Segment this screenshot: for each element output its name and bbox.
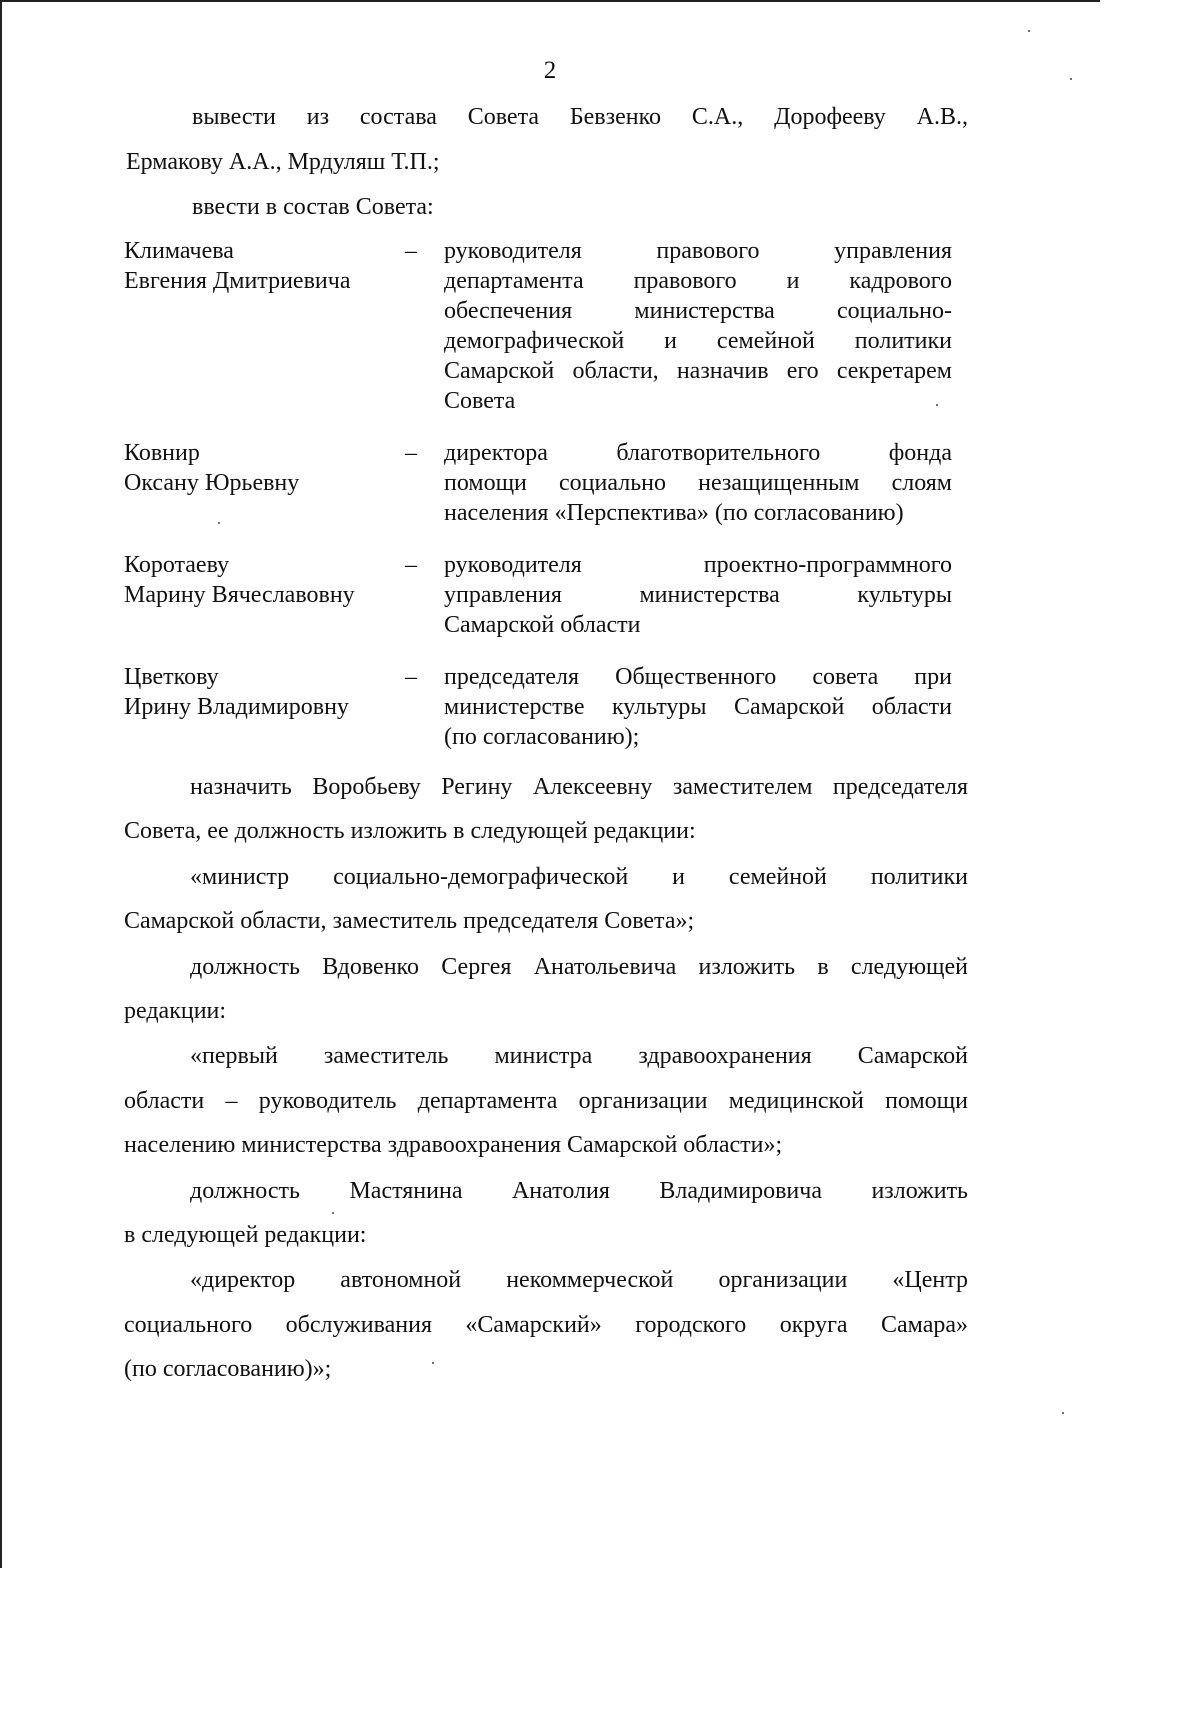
scan-edge-left — [0, 0, 2, 1568]
member-entry-korotaeva — [124, 550, 954, 642]
remove-members-line-1: вывести из состава Совета Бевзенко С.А., Дорофееву А.В., — [192, 104, 968, 130]
mastyanin-quote-line-2: социального обслуживания «Самарский» городского округа Самара» — [124, 1312, 968, 1338]
member-surname: Коротаеву — [124, 552, 230, 578]
member-surname: Цветкову — [124, 664, 219, 690]
role-line: демографической и семейной политики — [444, 328, 952, 354]
scan-speck — [332, 1212, 334, 1214]
member-surname: Ковнир — [124, 440, 200, 466]
role-line: директора благотворительного фонда — [444, 440, 952, 466]
member-name — [124, 550, 394, 610]
minister-quote-line-2: Самарской области, заместитель председателя Совета»; — [124, 908, 695, 934]
scan-edge-top — [0, 0, 1100, 2]
scan-speck — [1062, 1412, 1064, 1414]
member-given-names: Евгения Дмитриевича — [124, 268, 351, 294]
role-line: Самарской области — [444, 612, 641, 638]
member-dash: – — [405, 664, 417, 690]
member-role — [444, 662, 952, 752]
role-line: управления министерства культуры — [444, 582, 952, 608]
role-line: руководителя проектно-программного — [444, 552, 952, 578]
member-entry-klimachev — [124, 236, 954, 418]
add-members-heading: ввести в состав Совета: — [192, 194, 434, 220]
role-line: помощи социально незащищенным слоям — [444, 470, 952, 496]
role-line: министерстве культуры Самарской области — [444, 694, 952, 720]
scan-speck — [432, 1362, 434, 1364]
mastyanin-paragraph-line-1: должность Мастянина Анатолия Владимировича изложить — [190, 1178, 968, 1204]
role-line: Совета — [444, 388, 516, 414]
role-line: населения «Перспектива» (по согласованию) — [444, 500, 904, 526]
vdovenko-quote-line-2: области – руководитель департамента организации медицинской помощи — [124, 1088, 968, 1114]
role-line: председателя Общественного совета при — [444, 664, 952, 690]
member-dash: – — [405, 238, 417, 264]
vdovenko-paragraph-line-2: редакции: — [124, 998, 227, 1024]
member-given-names: Ирину Владимировну — [124, 694, 349, 720]
vdovenko-paragraph-line-1: должность Вдовенко Сергея Анатольевича изложить в следующей — [190, 954, 968, 980]
role-line: (по согласованию); — [444, 724, 640, 750]
mastyanin-quote-line-3: (по согласованию)»; — [124, 1356, 332, 1382]
role-line: Самарской области, назначив его секретарем — [444, 358, 952, 384]
member-entry-kovnir — [124, 438, 954, 530]
member-role — [444, 438, 952, 528]
vdovenko-quote-line-3: населению министерства здравоохранения Самарской области»; — [124, 1132, 783, 1158]
role-line: руководителя правового управления — [444, 238, 952, 264]
role-line: обеспечения министерства социально- — [444, 298, 952, 324]
member-surname: Климачева — [124, 238, 234, 264]
member-given-names: Марину Вячеславовну — [124, 582, 355, 608]
appoint-deputy-line-1: назначить Воробьеву Регину Алексеевну заместителем председателя — [190, 774, 968, 800]
role-line: департамента правового и кадрового — [444, 268, 952, 294]
scan-speck — [1028, 30, 1030, 32]
mastyanin-paragraph-line-2: в следующей редакции: — [124, 1222, 367, 1248]
member-entry-tsvetkova — [124, 662, 954, 754]
minister-quote-line-1: «министр социально-демографической и семейной политики — [190, 864, 968, 890]
member-dash: – — [405, 552, 417, 578]
vdovenko-quote-line-1: «первый заместитель министра здравоохранения Самарской — [190, 1043, 968, 1069]
member-name — [124, 438, 394, 498]
member-dash: – — [405, 440, 417, 466]
member-given-names: Оксану Юрьевну — [124, 470, 300, 496]
member-role — [444, 550, 952, 640]
scan-speck — [1070, 78, 1072, 80]
member-name — [124, 662, 394, 722]
remove-members-line-2: Ермакову А.А., Мрдуляш Т.П.; — [126, 149, 440, 175]
member-name — [124, 236, 394, 296]
member-role — [444, 236, 952, 416]
page-number: 2 — [543, 57, 557, 84]
appoint-deputy-line-2: Совета, ее должность изложить в следующей редакции: — [124, 818, 696, 844]
mastyanin-quote-line-1: «директор автономной некоммерческой организации «Центр — [190, 1267, 968, 1293]
